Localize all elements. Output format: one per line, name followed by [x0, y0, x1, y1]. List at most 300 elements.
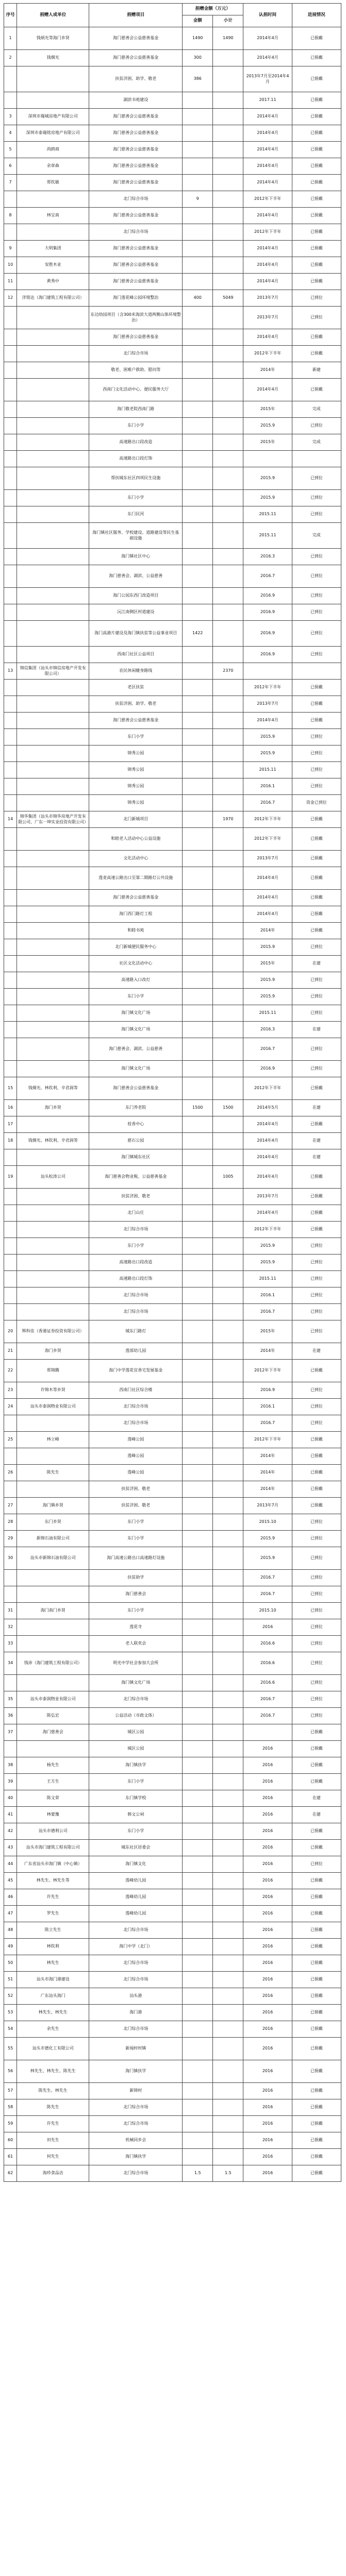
cell-status: 已捐戴	[292, 2165, 341, 2182]
cell-no: 11	[4, 274, 17, 290]
cell-donor	[17, 565, 89, 588]
cell-project: 锦秀公园	[89, 778, 183, 795]
cell-date: 2013年7月	[243, 1498, 292, 1514]
cell-project: 莲峰幼儿园	[89, 1889, 183, 1906]
cell-no: 2	[4, 50, 17, 66]
table-row	[4, 362, 341, 379]
cell-no: 47	[4, 1906, 17, 1922]
table-row	[4, 1636, 341, 1652]
cell-donor: 汕头松涛公司	[17, 1166, 89, 1189]
table-row	[4, 1205, 341, 1222]
cell-project: 海门慈善会公益慈善基金	[89, 257, 183, 274]
table-row	[4, 2165, 341, 2182]
cell-amount	[183, 1531, 213, 1547]
cell-donor: 汕头市海门港建设	[17, 1972, 89, 1988]
cell-status: 已到位	[292, 1271, 341, 1287]
cell-subtotal	[213, 1343, 243, 1360]
cell-no: 62	[4, 2165, 17, 2182]
cell-donor	[17, 92, 89, 109]
cell-subtotal	[213, 523, 243, 549]
table-row	[4, 1603, 341, 1619]
cell-donor	[17, 680, 89, 696]
cell-donor	[17, 549, 89, 565]
cell-no	[4, 729, 17, 745]
cell-no: 13	[4, 663, 17, 680]
cell-donor: 安胜木业	[17, 257, 89, 274]
cell-amount	[183, 434, 213, 451]
cell-subtotal	[213, 1708, 243, 1724]
cell-project: 北门综合市场	[89, 2116, 183, 2132]
cell-donor	[17, 1116, 89, 1133]
table-row	[4, 1343, 341, 1360]
cell-amount	[183, 1255, 213, 1271]
cell-status: 已到位	[292, 1603, 341, 1619]
cell-status: 已捐戴	[292, 1823, 341, 1840]
cell-project: 北门综合市场	[89, 1399, 183, 1415]
cell-no	[4, 1149, 17, 1166]
cell-date: 2016.7	[243, 1038, 292, 1061]
cell-project: 莲峰幼儿园	[89, 1873, 183, 1889]
cell-project: 海门莲花峰公园环境整治	[89, 290, 183, 307]
cell-date: 2016.6	[243, 1675, 292, 1691]
cell-amount	[183, 2005, 213, 2021]
cell-donor: 锦信集团（汕头市锦信房地产开发有限公司）	[17, 663, 89, 680]
cell-date: 2014年4月	[243, 142, 292, 158]
cell-amount	[183, 1939, 213, 1955]
cell-no: 8	[4, 208, 17, 224]
cell-donor	[17, 1149, 89, 1166]
cell-status: 已到位	[292, 1038, 341, 1061]
cell-donor: 余先生	[17, 2021, 89, 2038]
cell-donor: 尚鸥商	[17, 142, 89, 158]
cell-no: 34	[4, 1652, 17, 1675]
cell-status: 已捐戴	[292, 1757, 341, 1774]
cell-status: 已捐戴	[292, 1448, 341, 1465]
cell-amount	[183, 451, 213, 467]
cell-date: 2015.9	[243, 418, 292, 434]
cell-date: 2014年4月	[243, 890, 292, 906]
cell-subtotal	[213, 923, 243, 939]
cell-no	[4, 1255, 17, 1271]
cell-status: 已捐戴	[292, 1360, 341, 1382]
cell-project: 莲花寺	[89, 1619, 183, 1636]
cell-donor	[17, 451, 89, 467]
cell-donor: 汕头市德化工有限公司	[17, 2038, 89, 2060]
table-row	[4, 208, 341, 224]
cell-date: 2014年4月	[243, 1205, 292, 1222]
cell-amount	[183, 467, 213, 490]
cell-subtotal	[213, 109, 243, 125]
cell-amount	[183, 418, 213, 434]
table-row	[4, 2149, 341, 2165]
cell-status: 已捐戴	[292, 2005, 341, 2021]
header-subtotal: 小计	[213, 15, 243, 27]
cell-date: 2016.3	[243, 1022, 292, 1038]
table-row	[4, 2132, 341, 2149]
cell-subtotal	[213, 588, 243, 604]
cell-project: 东门小学	[89, 418, 183, 434]
cell-status: 在建	[292, 1100, 341, 1116]
cell-subtotal	[213, 956, 243, 972]
cell-amount	[183, 1465, 213, 1481]
table-row	[4, 1100, 341, 1116]
cell-subtotal	[213, 208, 243, 224]
cell-no	[4, 795, 17, 811]
table-row	[4, 1570, 341, 1586]
cell-date	[243, 663, 292, 680]
cell-date	[243, 1724, 292, 1741]
table-row	[4, 1708, 341, 1724]
cell-project: 韩文公祠	[89, 1807, 183, 1823]
cell-status: 已捐戴	[292, 1189, 341, 1205]
cell-no: 51	[4, 1972, 17, 1988]
cell-date: 2016.9	[243, 1382, 292, 1399]
cell-project: 海门西门路灯工程	[89, 906, 183, 923]
cell-status: 已到位	[292, 1619, 341, 1636]
cell-amount	[183, 1741, 213, 1757]
cell-subtotal	[213, 2060, 243, 2083]
cell-project: 北门综合市场	[89, 346, 183, 362]
cell-project: 海门慈善会公益慈善基金	[89, 329, 183, 346]
cell-project: 公益活动（市政文体）	[89, 1708, 183, 1724]
cell-no: 36	[4, 1708, 17, 1724]
cell-subtotal	[213, 1988, 243, 2005]
cell-no: 53	[4, 2005, 17, 2021]
cell-status: 已捐戴	[292, 109, 341, 125]
table-row	[4, 2005, 341, 2021]
cell-amount	[183, 1399, 213, 1415]
cell-status: 已捐戴	[292, 2021, 341, 2038]
cell-status: 已到位	[292, 506, 341, 523]
cell-donor	[17, 329, 89, 346]
cell-donor	[17, 1448, 89, 1465]
cell-no	[4, 939, 17, 956]
cell-status: 已捐戴	[292, 1988, 341, 2005]
cell-project: 海门镇文化广场	[89, 1005, 183, 1022]
cell-subtotal	[213, 2083, 243, 2099]
cell-donor	[17, 604, 89, 621]
cell-amount	[183, 2099, 213, 2116]
cell-donor: 黄秀中	[17, 274, 89, 290]
cell-subtotal	[213, 1774, 243, 1790]
cell-donor: 郑钦敏	[17, 175, 89, 191]
cell-amount	[183, 2060, 213, 2083]
cell-donor	[17, 713, 89, 729]
table-row	[4, 241, 341, 257]
cell-subtotal	[213, 647, 243, 663]
cell-date: 2015.11	[243, 1005, 292, 1022]
cell-status: 已捐戴	[292, 923, 341, 939]
cell-no: 28	[4, 1514, 17, 1531]
cell-date: 2016.3	[243, 549, 292, 565]
cell-subtotal	[213, 851, 243, 867]
cell-project: 北门综合市场	[89, 1955, 183, 1972]
cell-amount	[183, 1603, 213, 1619]
cell-date: 2014年4月	[243, 274, 292, 290]
cell-subtotal	[213, 1320, 243, 1343]
cell-status: 已到位	[292, 778, 341, 795]
cell-status: 已捐戴	[292, 1906, 341, 1922]
cell-subtotal	[213, 745, 243, 762]
cell-no	[4, 851, 17, 867]
cell-amount	[183, 1972, 213, 1988]
cell-amount	[183, 1238, 213, 1255]
cell-amount	[183, 158, 213, 175]
table-row	[4, 27, 341, 50]
cell-subtotal	[213, 1189, 243, 1205]
cell-amount	[183, 851, 213, 867]
cell-date: 2012年下半年	[243, 346, 292, 362]
cell-status: 已捐戴	[292, 66, 341, 92]
cell-amount	[183, 972, 213, 989]
cell-subtotal	[213, 257, 243, 274]
cell-no	[4, 329, 17, 346]
cell-donor: 陈文荣	[17, 1790, 89, 1807]
cell-amount	[183, 506, 213, 523]
cell-no: 37	[4, 1724, 17, 1741]
cell-no	[4, 379, 17, 401]
table-row	[4, 418, 341, 434]
cell-subtotal	[213, 1939, 243, 1955]
cell-project: 东门小学	[89, 1603, 183, 1619]
cell-no: 25	[4, 1432, 17, 1448]
cell-status: 已捐戴	[292, 1955, 341, 1972]
cell-status: 已捐戴	[292, 379, 341, 401]
cell-project: 锦秀公园	[89, 745, 183, 762]
cell-subtotal	[213, 506, 243, 523]
cell-status: 已到位	[292, 1415, 341, 1432]
cell-date: 2016	[243, 1906, 292, 1922]
cell-donor	[17, 1741, 89, 1757]
table-row	[4, 1255, 341, 1271]
cell-status: 已捐戴	[292, 906, 341, 923]
cell-project: 老人联欢会	[89, 1636, 183, 1652]
cell-donor: 陈弘宏	[17, 1708, 89, 1724]
cell-donor	[17, 418, 89, 434]
cell-donor	[17, 1570, 89, 1586]
cell-no	[4, 1304, 17, 1320]
cell-status: 已捐戴	[292, 696, 341, 713]
cell-date: 2016.9	[243, 1061, 292, 1077]
cell-amount	[183, 2149, 213, 2165]
cell-subtotal	[213, 1906, 243, 1922]
cell-date: 2016.7	[243, 795, 292, 811]
cell-status: 已到位	[292, 647, 341, 663]
cell-project: 高速路入口改灯	[89, 972, 183, 989]
cell-no: 46	[4, 1889, 17, 1906]
cell-status: 已到位	[292, 1652, 341, 1675]
cell-subtotal	[213, 92, 243, 109]
cell-donor: 林先生、林先生等	[17, 1873, 89, 1889]
cell-donor	[17, 795, 89, 811]
cell-subtotal	[213, 66, 243, 92]
table-row	[4, 92, 341, 109]
cell-amount	[183, 1360, 213, 1382]
cell-subtotal: 1.5	[213, 2165, 243, 2182]
cell-date: 2012年下半年	[243, 1077, 292, 1100]
cell-subtotal	[213, 1636, 243, 1652]
table-row	[4, 1889, 341, 1906]
cell-amount	[183, 1774, 213, 1790]
cell-no: 5	[4, 142, 17, 158]
cell-status: 在建	[292, 1133, 341, 1149]
cell-amount	[183, 1922, 213, 1939]
cell-status: 已到位	[292, 549, 341, 565]
cell-donor: 钱烱光	[17, 50, 89, 66]
table-row	[4, 523, 341, 549]
cell-amount	[183, 362, 213, 379]
cell-project: 莲峰公园	[89, 1448, 183, 1465]
cell-amount: 1422	[183, 621, 213, 647]
cell-status: 已捐戴	[292, 1481, 341, 1498]
cell-no	[4, 451, 17, 467]
cell-subtotal	[213, 972, 243, 989]
cell-date: 2016.7	[243, 1304, 292, 1320]
cell-no: 16	[4, 1100, 17, 1116]
cell-no	[4, 549, 17, 565]
cell-no: 55	[4, 2038, 17, 2060]
cell-project: 北门综合市场	[89, 1287, 183, 1304]
cell-subtotal	[213, 451, 243, 467]
cell-date: 2015.9	[243, 729, 292, 745]
cell-project: 海门慈善会公益慈善基金	[89, 109, 183, 125]
cell-subtotal	[213, 621, 243, 647]
cell-no: 57	[4, 2083, 17, 2099]
table-row	[4, 1189, 341, 1205]
table-row	[4, 956, 341, 972]
cell-status: 已到位	[292, 972, 341, 989]
cell-amount	[183, 1675, 213, 1691]
cell-status: 已捐戴	[292, 175, 341, 191]
cell-no: 54	[4, 2021, 17, 2038]
cell-date: 2016.6	[243, 1636, 292, 1652]
cell-amount	[183, 1708, 213, 1724]
cell-no: 31	[4, 1603, 17, 1619]
table-row	[4, 1757, 341, 1774]
cell-subtotal	[213, 1586, 243, 1603]
cell-no	[4, 1061, 17, 1077]
table-row	[4, 1222, 341, 1238]
cell-date: 2015.11	[243, 523, 292, 549]
cell-donor: 林宝南	[17, 208, 89, 224]
cell-amount	[183, 1166, 213, 1189]
cell-status: 已捐戴	[292, 191, 341, 208]
cell-subtotal	[213, 778, 243, 795]
cell-date: 2016	[243, 1807, 292, 1823]
cell-amount	[183, 1652, 213, 1675]
cell-no	[4, 523, 17, 549]
table-row	[4, 1038, 341, 1061]
cell-subtotal	[213, 1514, 243, 1531]
cell-project: 东门小学	[89, 1514, 183, 1531]
cell-project: 北门山庄	[89, 1205, 183, 1222]
cell-subtotal	[213, 434, 243, 451]
table-row	[4, 696, 341, 713]
cell-amount	[183, 1586, 213, 1603]
cell-date: 2016	[243, 2083, 292, 2099]
cell-status: 已捐戴	[292, 1498, 341, 1514]
cell-project: 海门慈善会公益慈善基金	[89, 175, 183, 191]
table-row	[4, 1514, 341, 1531]
cell-project: 海门敬老院西南门路	[89, 401, 183, 418]
cell-status: 已到位	[292, 1061, 341, 1077]
cell-donor: 海门镇乡贤	[17, 1498, 89, 1514]
cell-no	[4, 1415, 17, 1432]
cell-status: 已捐戴	[292, 224, 341, 241]
cell-date: 2014年4月	[243, 125, 292, 142]
cell-donor: 陈先生	[17, 2099, 89, 2116]
cell-project: 北门综合市场	[89, 1922, 183, 1939]
cell-project: 桂香中心	[89, 1116, 183, 1133]
cell-no	[4, 867, 17, 890]
cell-donor	[17, 362, 89, 379]
cell-donor	[17, 588, 89, 604]
cell-project: 海门镇扶学	[89, 2060, 183, 2083]
cell-project: 扶贫济困、助学、敬老	[89, 66, 183, 92]
cell-no: 15	[4, 1077, 17, 1100]
cell-donor: 林钦利	[17, 1939, 89, 1955]
cell-subtotal	[213, 1741, 243, 1757]
cell-no: 4	[4, 125, 17, 142]
cell-donor	[17, 647, 89, 663]
cell-subtotal	[213, 401, 243, 418]
cell-donor	[17, 906, 89, 923]
table-row	[4, 1972, 341, 1988]
table-row	[4, 329, 341, 346]
cell-no: 43	[4, 1840, 17, 1856]
table-row	[4, 795, 341, 811]
cell-project: 西南门社区综合楼	[89, 1382, 183, 1399]
cell-subtotal	[213, 549, 243, 565]
cell-date: 2016.7	[243, 1570, 292, 1586]
cell-amount	[183, 713, 213, 729]
cell-project: 海门慈善会公益慈善基金	[89, 125, 183, 142]
cell-date: 2016	[243, 1757, 292, 1774]
cell-project: 北门综合市场	[89, 1972, 183, 1988]
cell-subtotal	[213, 2132, 243, 2149]
cell-donor: 钱烱光、林钦利、辛君润等	[17, 1133, 89, 1149]
cell-subtotal	[213, 1481, 243, 1498]
cell-date: 2014年4月	[243, 1133, 292, 1149]
cell-donor	[17, 467, 89, 490]
cell-amount	[183, 2132, 213, 2149]
cell-subtotal	[213, 989, 243, 1005]
cell-project: 新锦村	[89, 2083, 183, 2099]
cell-status: 已到位	[292, 621, 341, 647]
cell-subtotal	[213, 1432, 243, 1448]
table-row	[4, 1382, 341, 1399]
cell-project: 城东社区居委会	[89, 1840, 183, 1856]
cell-project: 老区扶贫	[89, 680, 183, 696]
cell-status: 已捐戴	[292, 142, 341, 158]
table-row	[4, 1586, 341, 1603]
cell-donor	[17, 401, 89, 418]
cell-status: 已捐戴	[292, 241, 341, 257]
cell-project: 海门高港片建设及海门镇扶贫等公益事业项目	[89, 621, 183, 647]
cell-no: 29	[4, 1531, 17, 1547]
cell-date: 2016	[243, 1939, 292, 1955]
cell-no	[4, 434, 17, 451]
cell-subtotal	[213, 680, 243, 696]
cell-status: 已到位	[292, 1856, 341, 1873]
cell-project: 东门小学	[89, 989, 183, 1005]
cell-status: 已捐戴	[292, 1432, 341, 1448]
table-row	[4, 762, 341, 778]
cell-no: 44	[4, 1856, 17, 1873]
cell-status: 已捐戴	[292, 851, 341, 867]
cell-no: 35	[4, 1691, 17, 1708]
cell-project: 海门镇城东社区	[89, 1149, 183, 1166]
